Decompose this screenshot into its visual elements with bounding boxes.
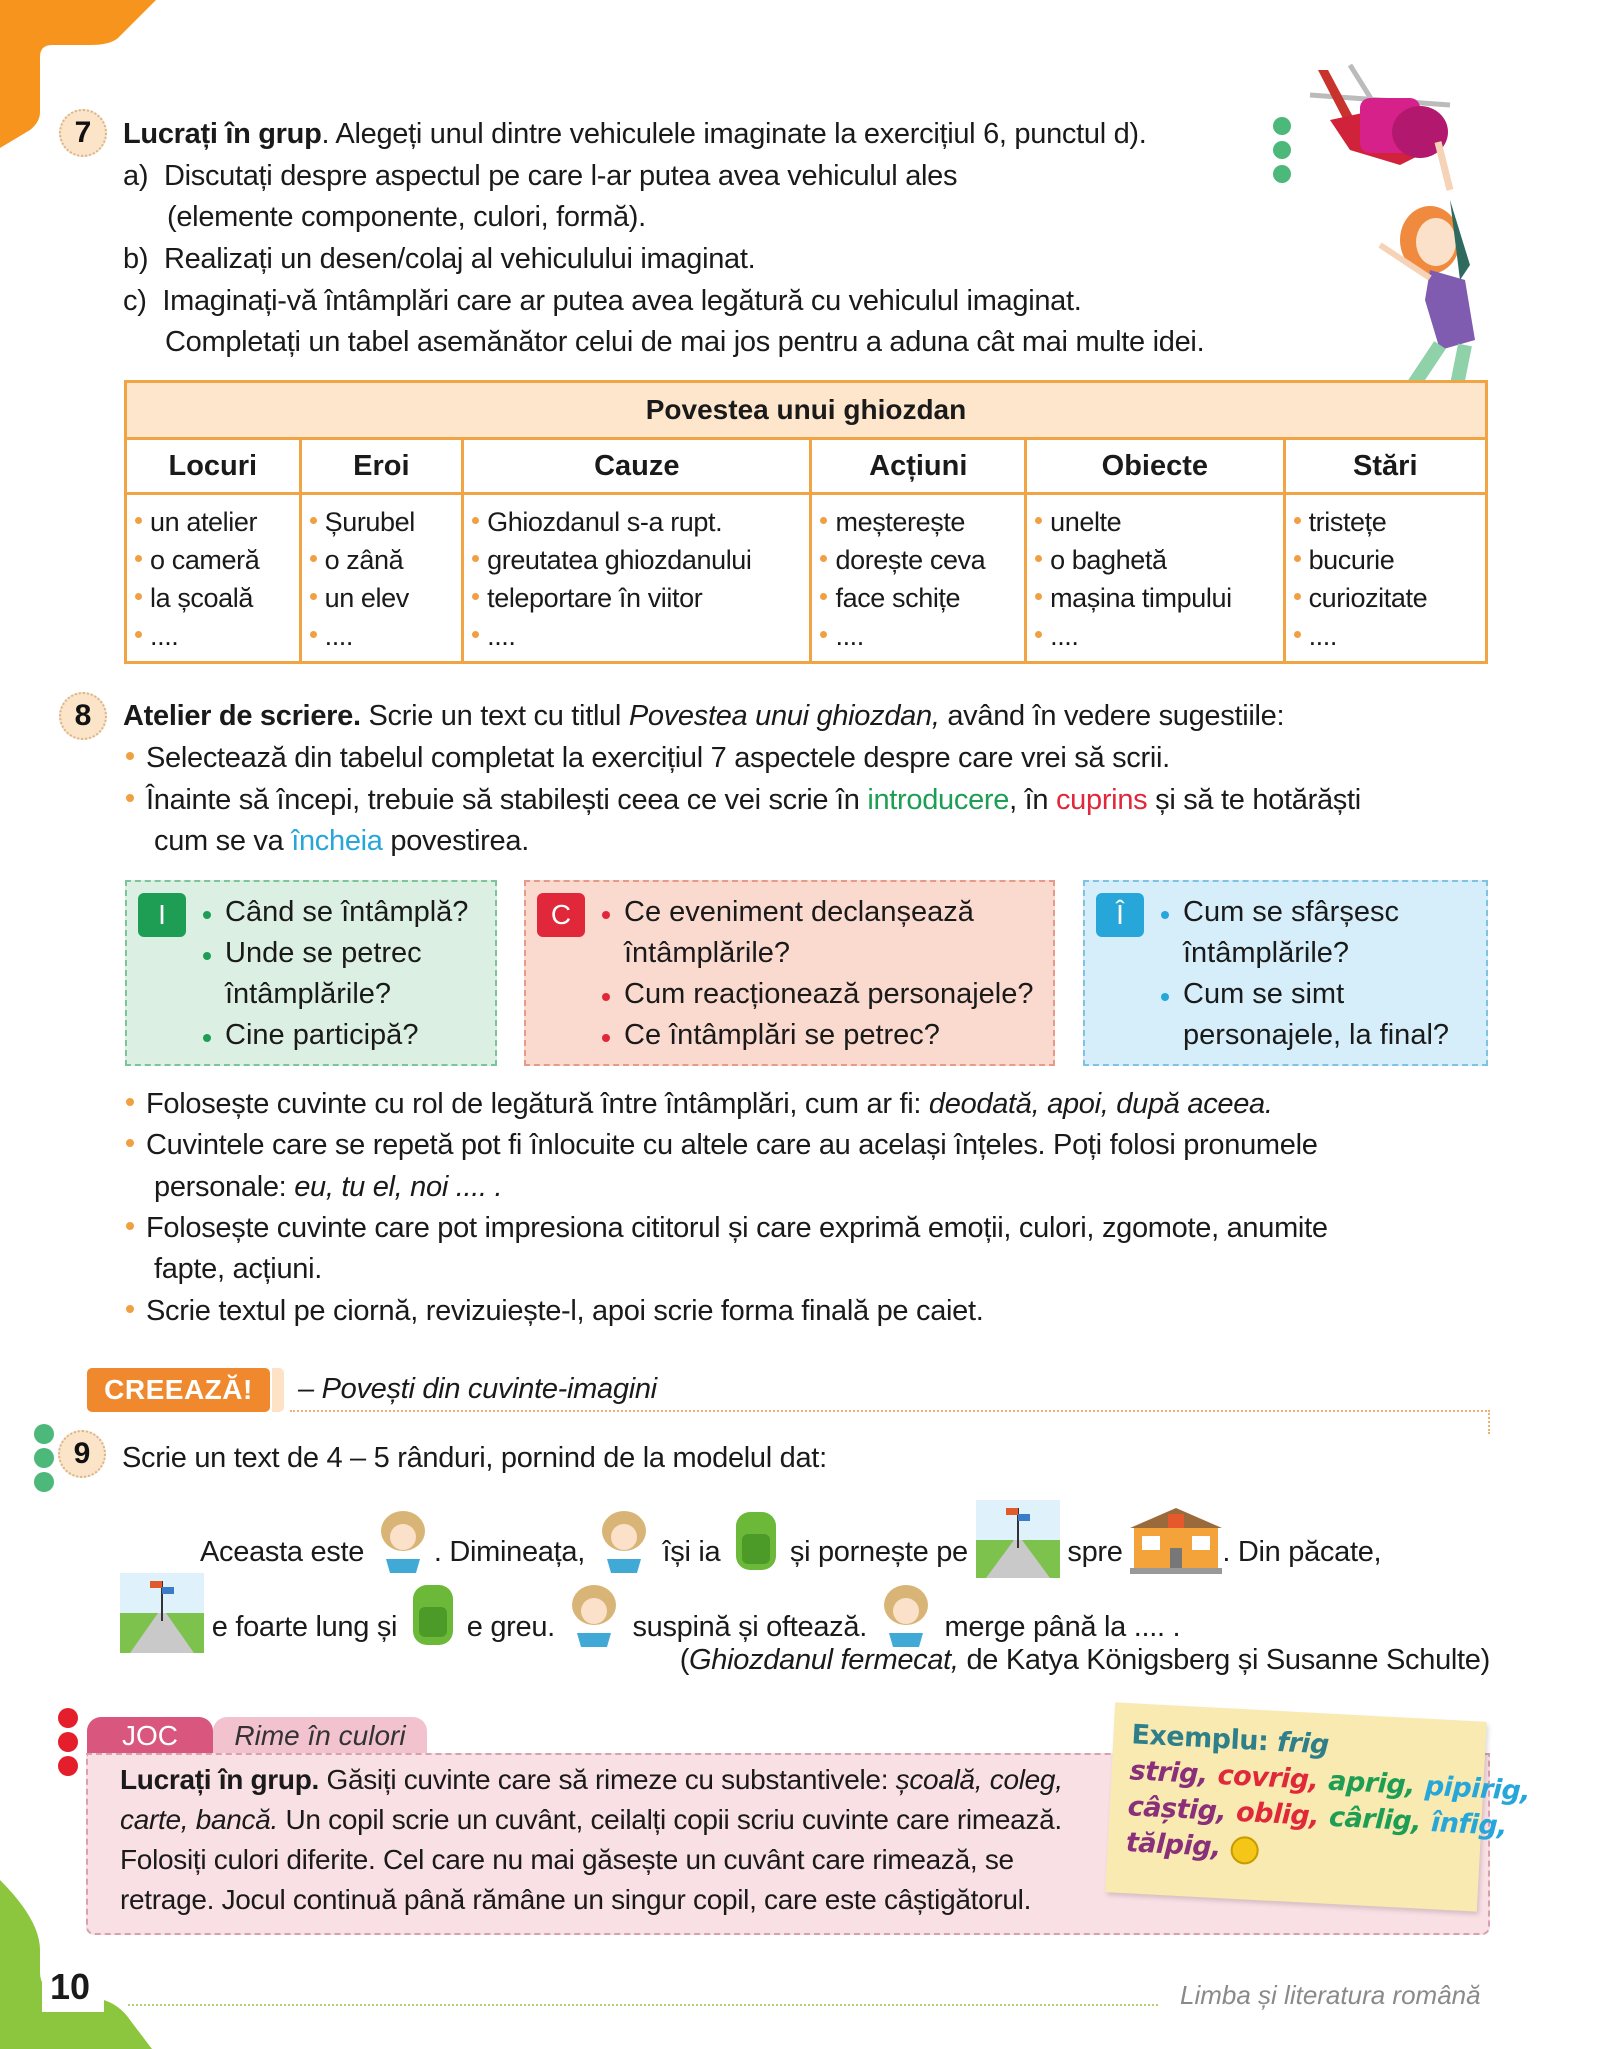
tip-bullet bbox=[126, 1207, 1328, 1249]
cell-item-text: tristețe bbox=[1308, 507, 1387, 537]
joc-bold: Lucrați în grup. bbox=[120, 1764, 319, 1795]
cell-item bbox=[1035, 617, 1276, 655]
exercise7-instruction bbox=[123, 113, 1147, 155]
section-divider bbox=[290, 1410, 1490, 1412]
column-header: Cauze bbox=[463, 439, 811, 494]
cell-item-text: unelte bbox=[1050, 507, 1122, 537]
table-title: Povestea unui ghiozdan bbox=[126, 382, 1487, 439]
joc-line bbox=[120, 1800, 1062, 1840]
table-cell bbox=[463, 494, 811, 663]
bullet-icon bbox=[126, 752, 134, 760]
story-text: și pornește pe bbox=[789, 1536, 968, 1569]
bullet-icon bbox=[1035, 517, 1042, 524]
bullet-text: povestirea. bbox=[382, 825, 529, 857]
joc-tab-title: Rime în culori bbox=[213, 1717, 427, 1755]
question-item bbox=[1183, 892, 1476, 933]
bullet-icon bbox=[820, 593, 827, 600]
citation-title: Ghiozdanul fermecat, bbox=[689, 1644, 959, 1676]
girl-icon bbox=[563, 1579, 625, 1678]
question-text: întâmplările? bbox=[225, 978, 392, 1010]
table-cell bbox=[1026, 494, 1284, 663]
bullet-icon bbox=[820, 555, 827, 562]
bullet-icon bbox=[472, 593, 479, 600]
item-text: Imaginați-vă întâmplări care ar putea avea legătură cu vehiculul imaginat. bbox=[162, 285, 1082, 317]
story-text: merge până la .... . bbox=[944, 1611, 1181, 1644]
joc-italic: carte, bancă. bbox=[120, 1804, 278, 1835]
cell-item bbox=[1035, 503, 1276, 541]
cell-item-text: un elev bbox=[324, 583, 409, 613]
cell-item bbox=[472, 503, 803, 541]
question-text: Ce eveniment declanșează bbox=[624, 896, 974, 928]
bullet-text: Selectează din tabelul completat la exercițiul 7 aspectele despre care vrei să scrii. bbox=[146, 742, 1170, 774]
cell-item bbox=[1294, 541, 1479, 579]
question-text: Ce întâmplări se petrec? bbox=[624, 1019, 940, 1051]
example-label: Exemplu: bbox=[1130, 1719, 1270, 1758]
cell-item bbox=[820, 541, 1018, 579]
exercise8-title-italic: Povestea unui ghiozdan, bbox=[628, 700, 940, 732]
keyword-introducere: introducere bbox=[867, 784, 1010, 816]
bullet-text: cum se va bbox=[154, 825, 292, 857]
bullet-icon bbox=[135, 631, 142, 638]
story-citation bbox=[680, 1639, 1490, 1681]
table-cell bbox=[1284, 494, 1486, 663]
bullet-icon bbox=[310, 593, 317, 600]
introducere-box bbox=[125, 880, 497, 1066]
table-cell bbox=[811, 494, 1026, 663]
bullet-icon bbox=[472, 555, 479, 562]
item-text: Realizați un desen/colaj al vehiculului imaginat. bbox=[163, 243, 756, 275]
table-cell bbox=[126, 494, 301, 663]
story-text: . Din păcate, bbox=[1222, 1536, 1382, 1569]
bullet-icon bbox=[126, 1222, 134, 1230]
question-item bbox=[225, 974, 485, 1015]
cell-item bbox=[1294, 579, 1479, 617]
cell-item-text: greutatea ghiozdanului bbox=[487, 545, 752, 575]
tip-bullet-cont bbox=[154, 1166, 502, 1208]
example-word: frig bbox=[1276, 1726, 1330, 1761]
bullet-icon bbox=[602, 1034, 610, 1042]
bullet-icon bbox=[472, 517, 479, 524]
cuprins-box bbox=[524, 880, 1055, 1066]
tip-italic: deodată, apoi, după aceea. bbox=[928, 1088, 1273, 1120]
rhyme-word: tălpig, bbox=[1125, 1827, 1222, 1864]
section-letter-badge: Î bbox=[1096, 893, 1144, 937]
item-label: c) bbox=[123, 285, 147, 317]
creeaza-subtitle: – Povești din cuvinte-imagini bbox=[298, 1373, 657, 1405]
road-icon bbox=[120, 1573, 204, 1684]
column-header: Locuri bbox=[126, 439, 301, 494]
bullet-icon bbox=[310, 555, 317, 562]
cell-item-text: .... bbox=[1308, 621, 1337, 651]
bullet-icon bbox=[135, 555, 142, 562]
cell-item bbox=[472, 541, 803, 579]
question-text: Cum se sfârșesc bbox=[1183, 896, 1399, 928]
keyword-cuprins: cuprins bbox=[1055, 784, 1148, 816]
tip-bullet bbox=[126, 1124, 1318, 1166]
story-text: Aceasta este bbox=[200, 1536, 365, 1569]
question-text: întâmplările? bbox=[1183, 937, 1350, 969]
question-item bbox=[1183, 933, 1476, 974]
cell-item-text: .... bbox=[150, 621, 179, 651]
rhyme-word: pipirig, bbox=[1424, 1770, 1531, 1808]
tip-bullet bbox=[126, 1083, 1273, 1125]
joc-italic: școală, coleg, bbox=[895, 1764, 1063, 1795]
cell-item bbox=[472, 579, 803, 617]
bullet-icon bbox=[1035, 555, 1042, 562]
joc-text: Găsiți cuvinte care să rimeze cu substantivele: bbox=[318, 1764, 896, 1795]
exercise7-item-a-cont: (elemente componente, culori, formă). bbox=[167, 201, 646, 233]
bullet-icon bbox=[126, 1305, 134, 1313]
bullet-icon bbox=[1035, 631, 1042, 638]
creeaza-tab-decoration bbox=[272, 1368, 284, 1412]
footer-divider bbox=[128, 2004, 1158, 2006]
bullet-icon bbox=[1161, 911, 1169, 919]
column-header: Eroi bbox=[300, 439, 463, 494]
bullet-icon bbox=[310, 631, 317, 638]
exercise8-instruction bbox=[123, 695, 1284, 737]
question-item bbox=[624, 933, 1043, 974]
story-text: își ia bbox=[662, 1536, 721, 1569]
cell-item bbox=[820, 579, 1018, 617]
bullet-icon bbox=[1294, 555, 1301, 562]
difficulty-dots bbox=[1273, 117, 1291, 189]
exercise7-item-c bbox=[123, 280, 1082, 322]
joc-text: Un copil scrie un cuvânt, ceilalți copii scriu cuvinte care rimează. bbox=[277, 1804, 1062, 1835]
bullet-icon bbox=[203, 911, 211, 919]
tip-text: Folosește cuvinte cu rol de legătură între întâmplări, cum ar fi: bbox=[146, 1088, 929, 1120]
item-text: Discutați despre aspectul pe care l-ar putea avea vehiculul ales bbox=[163, 160, 958, 192]
bullet-icon bbox=[310, 517, 317, 524]
question-item bbox=[1183, 974, 1476, 1015]
bullet-icon bbox=[1294, 517, 1301, 524]
cell-item-text: .... bbox=[835, 621, 864, 651]
question-item bbox=[1183, 1015, 1476, 1056]
story-text: e foarte lung și bbox=[211, 1611, 398, 1644]
exercise8-bullet bbox=[126, 779, 1361, 821]
question-text: Când se întâmplă? bbox=[225, 896, 469, 928]
section-letter-badge: C bbox=[537, 893, 585, 937]
bullet-icon bbox=[602, 993, 610, 1001]
question-text: Unde se petrec bbox=[225, 937, 422, 969]
question-text: Cum reacționează personajele? bbox=[624, 978, 1034, 1010]
cell-item-text: bucurie bbox=[1308, 545, 1395, 575]
cell-item-text: teleportare în viitor bbox=[487, 583, 703, 613]
question-text: Cum se simt bbox=[1183, 978, 1345, 1010]
bullet-icon bbox=[126, 794, 134, 802]
tip-text: Cuvintele care se repetă pot fi înlocuite cu altele care au același înțeles. Poți folosi pronumele bbox=[146, 1129, 1318, 1161]
story-text: suspină și oftează. bbox=[632, 1611, 867, 1644]
smiley-icon bbox=[1230, 1835, 1259, 1864]
citation-text: ( bbox=[679, 1644, 690, 1676]
page-number: 10 bbox=[50, 1966, 91, 2007]
cell-item-text: la școală bbox=[150, 583, 253, 613]
cell-item-text: un atelier bbox=[150, 507, 258, 537]
story-text: . Dimineața, bbox=[433, 1536, 585, 1569]
example-sticky-note bbox=[1105, 1702, 1531, 1911]
bullet-icon bbox=[1035, 593, 1042, 600]
cell-item-text: o cameră bbox=[150, 545, 260, 575]
cell-item bbox=[135, 617, 293, 655]
exercise8-title-bold: Atelier de scriere. bbox=[123, 700, 361, 732]
cell-item bbox=[1035, 541, 1276, 579]
column-header: Acțiuni bbox=[811, 439, 1026, 494]
question-text: întâmplările? bbox=[624, 937, 791, 969]
exercise8-bullet-cont bbox=[154, 820, 529, 862]
bullet-icon bbox=[203, 1034, 211, 1042]
exercise7-title-rest: . Alegeți unul dintre vehiculele imaginate la exercițiul 6, punctul d). bbox=[321, 118, 1147, 150]
exercise7-item-a bbox=[123, 155, 957, 197]
bullet-icon bbox=[135, 517, 142, 524]
exercise8-title-text: Scrie un text cu titlul bbox=[360, 700, 629, 732]
cell-item-text: .... bbox=[487, 621, 516, 651]
book-title: Limba și literatura română bbox=[1180, 1980, 1481, 2010]
tip-text: Folosește cuvinte care pot impresiona cititorul și care exprimă emoții, culori, zgomote, anumite bbox=[146, 1212, 1328, 1244]
bullet-icon bbox=[1161, 993, 1169, 1001]
cell-item-text: meșterește bbox=[835, 507, 966, 537]
bullet-icon bbox=[602, 911, 610, 919]
difficulty-dots bbox=[58, 1708, 78, 1782]
cell-item-text: dorește ceva bbox=[835, 545, 986, 575]
cell-item bbox=[1294, 503, 1479, 541]
rhyme-word: covrig, bbox=[1216, 1759, 1320, 1797]
incheiere-box bbox=[1083, 880, 1488, 1066]
question-item bbox=[225, 1015, 485, 1056]
question-item bbox=[225, 933, 485, 974]
question-item bbox=[225, 892, 485, 933]
question-item bbox=[624, 892, 1043, 933]
cell-item-text: curiozitate bbox=[1308, 583, 1428, 613]
exercise9-instruction: Scrie un text de 4 – 5 rânduri, pornind de la modelul dat: bbox=[122, 1442, 827, 1474]
column-header: Obiecte bbox=[1026, 439, 1284, 494]
cell-item-text: Ghiozdanul s-a rupt. bbox=[487, 507, 723, 537]
cell-item-text: o baghetă bbox=[1050, 545, 1167, 575]
rhyme-word: aprig, bbox=[1327, 1765, 1416, 1802]
exercise-number-badge: 8 bbox=[59, 692, 107, 740]
section-letter-badge: I bbox=[138, 893, 186, 937]
cell-item-text: o zână bbox=[324, 545, 404, 575]
bullet-icon bbox=[126, 1139, 134, 1147]
cell-item-text: mașina timpului bbox=[1050, 583, 1232, 613]
joc-tab-label: JOC bbox=[87, 1717, 213, 1755]
bullet-icon bbox=[1294, 593, 1301, 600]
backpack-icon bbox=[405, 1577, 459, 1680]
difficulty-dots bbox=[34, 1424, 54, 1498]
cell-item-text: Șurubel bbox=[324, 507, 415, 537]
cell-item bbox=[135, 503, 293, 541]
question-item bbox=[624, 1015, 1043, 1056]
cell-item-text: .... bbox=[1050, 621, 1079, 651]
bullet-text: Înainte să începi, trebuie să stabilești ceea ce vei scrie în bbox=[146, 784, 868, 816]
cell-item bbox=[310, 579, 456, 617]
exercise7-title-bold: Lucrați în grup bbox=[123, 118, 322, 150]
bullet-icon bbox=[472, 631, 479, 638]
bullet-icon bbox=[820, 517, 827, 524]
bullet-icon bbox=[820, 631, 827, 638]
cell-item bbox=[472, 617, 803, 655]
column-header: Stări bbox=[1284, 439, 1486, 494]
cell-item-text: face schițe bbox=[835, 583, 961, 613]
question-text: personajele, la final? bbox=[1183, 1019, 1450, 1051]
bullet-text: și să te hotărăști bbox=[1147, 784, 1361, 816]
cell-item bbox=[310, 617, 456, 655]
tip-italic: eu, tu el, noi .... . bbox=[294, 1171, 503, 1203]
cell-item bbox=[820, 503, 1018, 541]
rhyme-word: câștig, bbox=[1126, 1791, 1228, 1828]
bullet-icon bbox=[126, 1098, 134, 1106]
joc-line: Folosiți culori diferite. Cel care nu mai găsește un cuvânt care rimează, se bbox=[120, 1844, 1014, 1875]
story-text: e greu. bbox=[466, 1611, 555, 1644]
cell-item bbox=[820, 617, 1018, 655]
backpack-helicopter-icon bbox=[1310, 65, 1450, 165]
cell-item-text: .... bbox=[324, 621, 353, 651]
creeaza-label: CREEAZĂ! bbox=[87, 1368, 270, 1412]
cell-item bbox=[135, 579, 293, 617]
question-item bbox=[624, 974, 1043, 1015]
table-cell bbox=[300, 494, 463, 663]
exercise7-item-c-cont: Completați un tabel asemănător celui de mai jos pentru a aduna cât mai multe idei. bbox=[165, 326, 1205, 358]
exercise-number-badge: 7 bbox=[59, 109, 107, 157]
cell-item bbox=[135, 541, 293, 579]
citation-text: de Katya Königsberg și Susanne Schulte) bbox=[958, 1644, 1490, 1676]
exercise-number-badge: 9 bbox=[58, 1430, 106, 1478]
rhyme-word: cârlig, bbox=[1328, 1801, 1422, 1838]
tip-text: Scrie textul pe ciornă, revizuiește-l, apoi scrie forma finală pe caiet. bbox=[146, 1295, 984, 1327]
section-divider bbox=[1488, 1410, 1490, 1434]
exercise8-title-text: având în vedere sugestiile: bbox=[939, 700, 1285, 732]
item-label: b) bbox=[123, 243, 149, 275]
exercise7-item-b bbox=[123, 238, 755, 280]
joc-line bbox=[120, 1760, 1063, 1800]
bullet-icon bbox=[135, 593, 142, 600]
story-ideas-table bbox=[124, 380, 1488, 664]
tip-text: personale: bbox=[154, 1171, 295, 1203]
cell-item bbox=[1035, 579, 1276, 617]
tip-bullet bbox=[126, 1290, 984, 1332]
item-label: a) bbox=[123, 160, 149, 192]
exercise8-bullet bbox=[126, 737, 1170, 779]
rhyme-word: înfig, bbox=[1430, 1807, 1508, 1843]
rhyme-word: oblig, bbox=[1235, 1796, 1320, 1833]
keyword-incheia: încheia bbox=[291, 825, 383, 857]
cell-item bbox=[1294, 617, 1479, 655]
cell-item bbox=[310, 541, 456, 579]
bullet-text: , în bbox=[1009, 784, 1056, 816]
bullet-icon bbox=[1294, 631, 1301, 638]
rhyme-word: strig, bbox=[1128, 1755, 1209, 1791]
story-text: spre bbox=[1067, 1536, 1123, 1569]
joc-line: retrage. Jocul continuă până rămâne un singur copil, care este câștigătorul. bbox=[120, 1884, 1032, 1915]
question-text: Cine participă? bbox=[225, 1019, 419, 1051]
cell-item bbox=[310, 503, 456, 541]
tip-bullet-cont: fapte, acțiuni. bbox=[154, 1253, 322, 1285]
bullet-icon bbox=[203, 952, 211, 960]
